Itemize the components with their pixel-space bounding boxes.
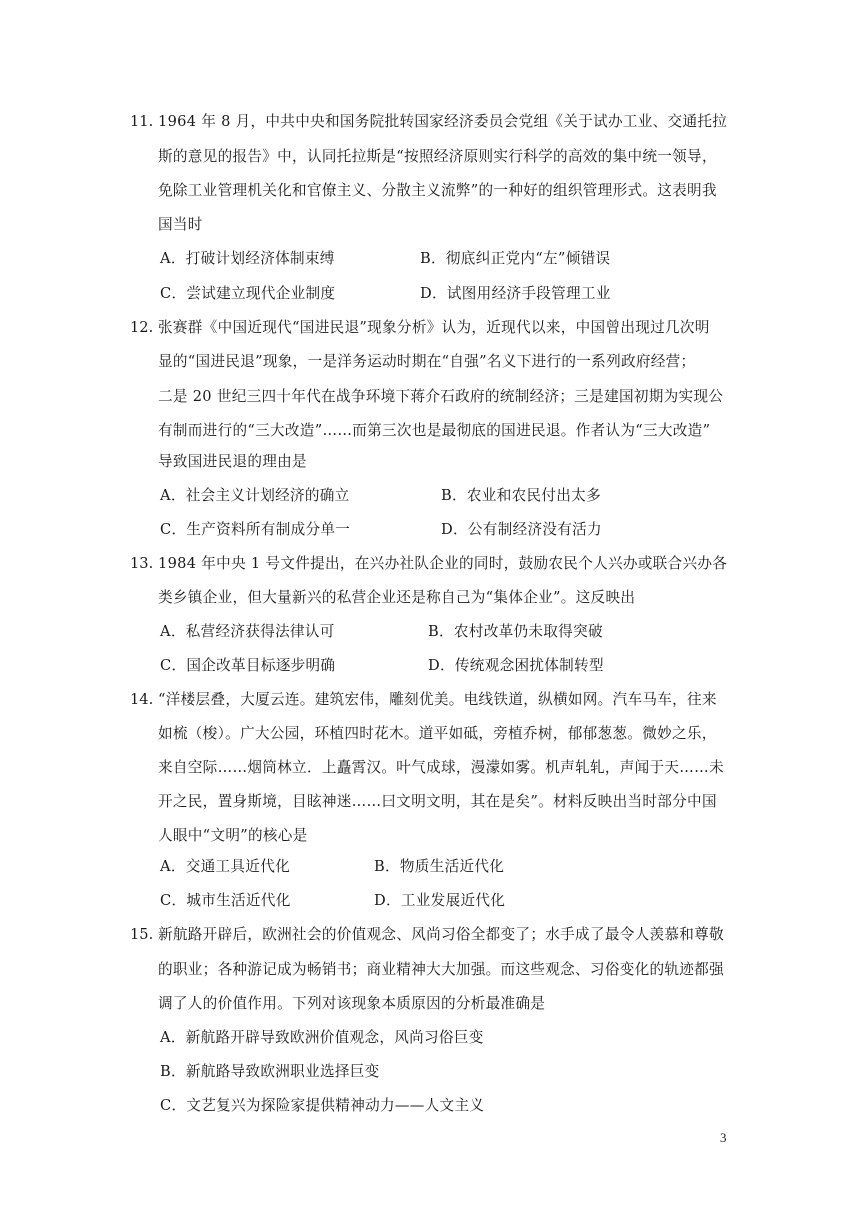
question-number: 14. (130, 691, 154, 708)
question-text-line: 导致国进民退的理由是 (158, 453, 307, 470)
option-d: D．公有制经济没有活力 (441, 521, 602, 538)
option-c: C．文艺复兴为探险家提供精神动力——人文主义 (160, 1097, 485, 1114)
question-text-line: 免除工业管理机关化和官僚主义、分散主义流弊”的一种好的组织管理形式。这表明我 (158, 182, 717, 199)
question-text-line: 有制而进行的“三大改造”……而第三次也是最彻底的国进民退。作者认为“三大改造” (158, 422, 711, 439)
question-text-line: 来自空际……烟筒林立．上矗霄汉。叶气成球，漫濛如雾。机声轧轧，声闻于天……未 (158, 759, 724, 776)
option-d: D．工业发展近代化 (374, 892, 506, 909)
option-b: B．物质生活近代化 (374, 858, 505, 875)
option-a: A．打破计划经济体制束缚 (160, 250, 335, 267)
question-number: 15. (130, 926, 154, 943)
option-a: A．交通工具近代化 (160, 858, 290, 875)
question-number: 13. (130, 555, 154, 572)
option-b: B．农村改革仍未取得突破 (428, 623, 603, 640)
page-number: 3 (720, 1130, 727, 1145)
option-c: C．城市生活近代化 (160, 892, 291, 909)
question-text-line: 二是 20 世纪三四十年代在战争环境下蒋介石政府的统制经济；三是建国初期为实现公 (158, 388, 724, 405)
question-text-line: 开之民，置身斯境，目眩神迷……曰文明文明，其在是矣”。材料反映出当时部分中国 (158, 793, 717, 810)
question-text-line: 斯的意见的报告》中，认同托拉斯是“按照经济原则实行科学的高效的集中统一领导， (158, 148, 717, 165)
option-b: B．新航路导致欧洲职业选择巨变 (160, 1063, 380, 1080)
question-text-line: 类乡镇企业，但大量新兴的私营企业还是称自己为“集体企业”。这反映出 (158, 589, 636, 606)
question-text-line: 人眼中“文明”的核心是 (158, 827, 308, 844)
question-text-line: 如梳（梭）。广大公园，环植四时花木。道平如砥，旁植乔树，郁郁葱葱。微妙之乐， (158, 725, 717, 742)
option-d: D．传统观念困扰体制转型 (428, 657, 604, 674)
question-number: 11. (130, 113, 154, 130)
question-text-line: “洋楼层叠，大厦云连。建筑宏伟，雕刻优美。电线铁道，纵横如网。汽车马车，往来 (158, 691, 717, 708)
option-c: C．尝试建立现代企业制度 (160, 285, 336, 302)
option-c: C．国企改革目标逐步明确 (160, 657, 336, 674)
option-c: C．生产资料所有制成分单一 (160, 521, 351, 538)
question-text-line: 国当时 (158, 216, 203, 233)
question-text-line: 的职业；各种游记成为畅销书；商业精神大大加强。而这些观念、习俗变化的轨迹都强 (158, 961, 724, 978)
option-a: A．社会主义计划经济的确立 (160, 487, 350, 504)
option-d: D．试图用经济手段管理工业 (420, 285, 611, 302)
question-text-line: 1984 年中央 1 号文件提出，在兴办社队企业的同时，鼓励农民个人兴办或联合兴办各 (158, 555, 728, 572)
option-a: A．私营经济获得法律认可 (160, 623, 335, 640)
option-b: B．彻底纠正党内“左”倾错误 (420, 250, 611, 267)
question-text-line: 张赛群《中国近现代“国进民退”现象分析》认为，近现代以来，中国曾出现过几次明 (158, 319, 710, 336)
question-text-line: 新航路开辟后，欧洲社会的价值观念、风尚习俗全都变了；水手成了最令人羡慕和尊敬 (158, 926, 724, 943)
question-text-line: 显的“国进民退”现象，一是洋务运动时期在“自强”名义下进行的一系列政府经营； (158, 353, 696, 370)
question-text-line: 调了人的价值作用。下列对该现象本质原因的分析最准确是 (158, 995, 546, 1012)
option-b: B．农业和农民付出太多 (441, 487, 601, 504)
option-a: A．新航路开辟导致欧洲价值观念，风尚习俗巨变 (160, 1029, 484, 1046)
question-number: 12. (130, 319, 154, 336)
question-text-line: 1964 年 8 月，中共中央和国务院批转国家经济委员会党组《关于试办工业、交通托拉 (158, 113, 728, 130)
